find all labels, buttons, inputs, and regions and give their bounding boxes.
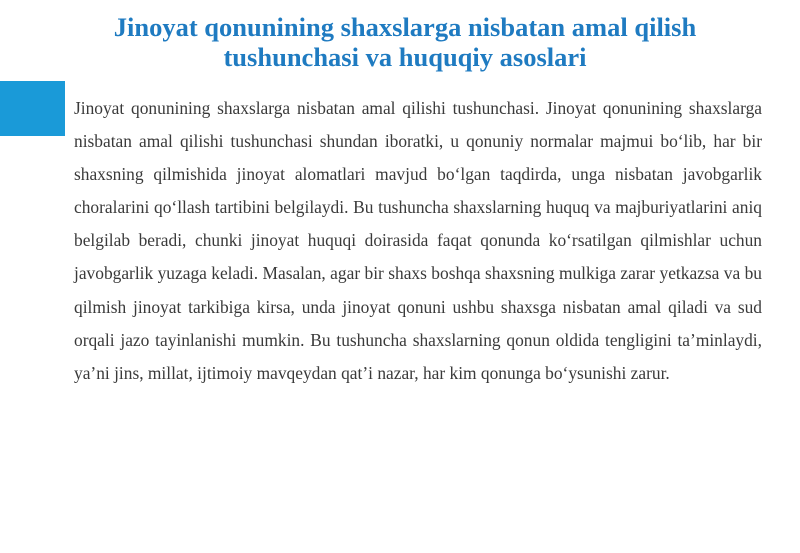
accent-block: [0, 81, 65, 136]
slide-title: Jinoyat qonunining shaxslarga nisbatan amal qilish tushunchasi va huquqiy asoslari: [113, 12, 697, 72]
body-paragraph: Jinoyat qonunining shaxslarga nisbatan amal qilishi tushunchasi. Jinoyat qonunining shaxslarga nisbatan amal qilishi tushunchasi shundan iboratki, u qonuniy normalar majmui bo‘lib, har bir shaxsning qilmishida jinoyat alomatlari mavjud bo‘lgan taqdirda, unga nisbatan javobgarlik choralarini qo‘llash tartibini belgilaydi. Bu tushuncha shaxslarning huquq va majburiyatlarini aniq belgilab beradi, chunki jinoyat huquqi doirasida faqat qonunda ko‘rsatilgan qilmishlar uchun javobgarlik yuzaga keladi. Masalan, agar bir shaxs boshqa shaxsning mulkiga zarar yetkazsa va bu qilmish jinoyat tarkibiga kirsa, unda jinoyat qonuni ushbu shaxsga nisbatan amal qiladi va sud orqali jazo tayinlanishi mumkin. Bu tushuncha shaxslarning qonun oldida tengligini ta’minlaydi, ya’ni jins, millat, ijtimoiy mavqeydan qat’i nazar, har kim qonunga bo‘ysunishi zarur.: [74, 98, 762, 383]
